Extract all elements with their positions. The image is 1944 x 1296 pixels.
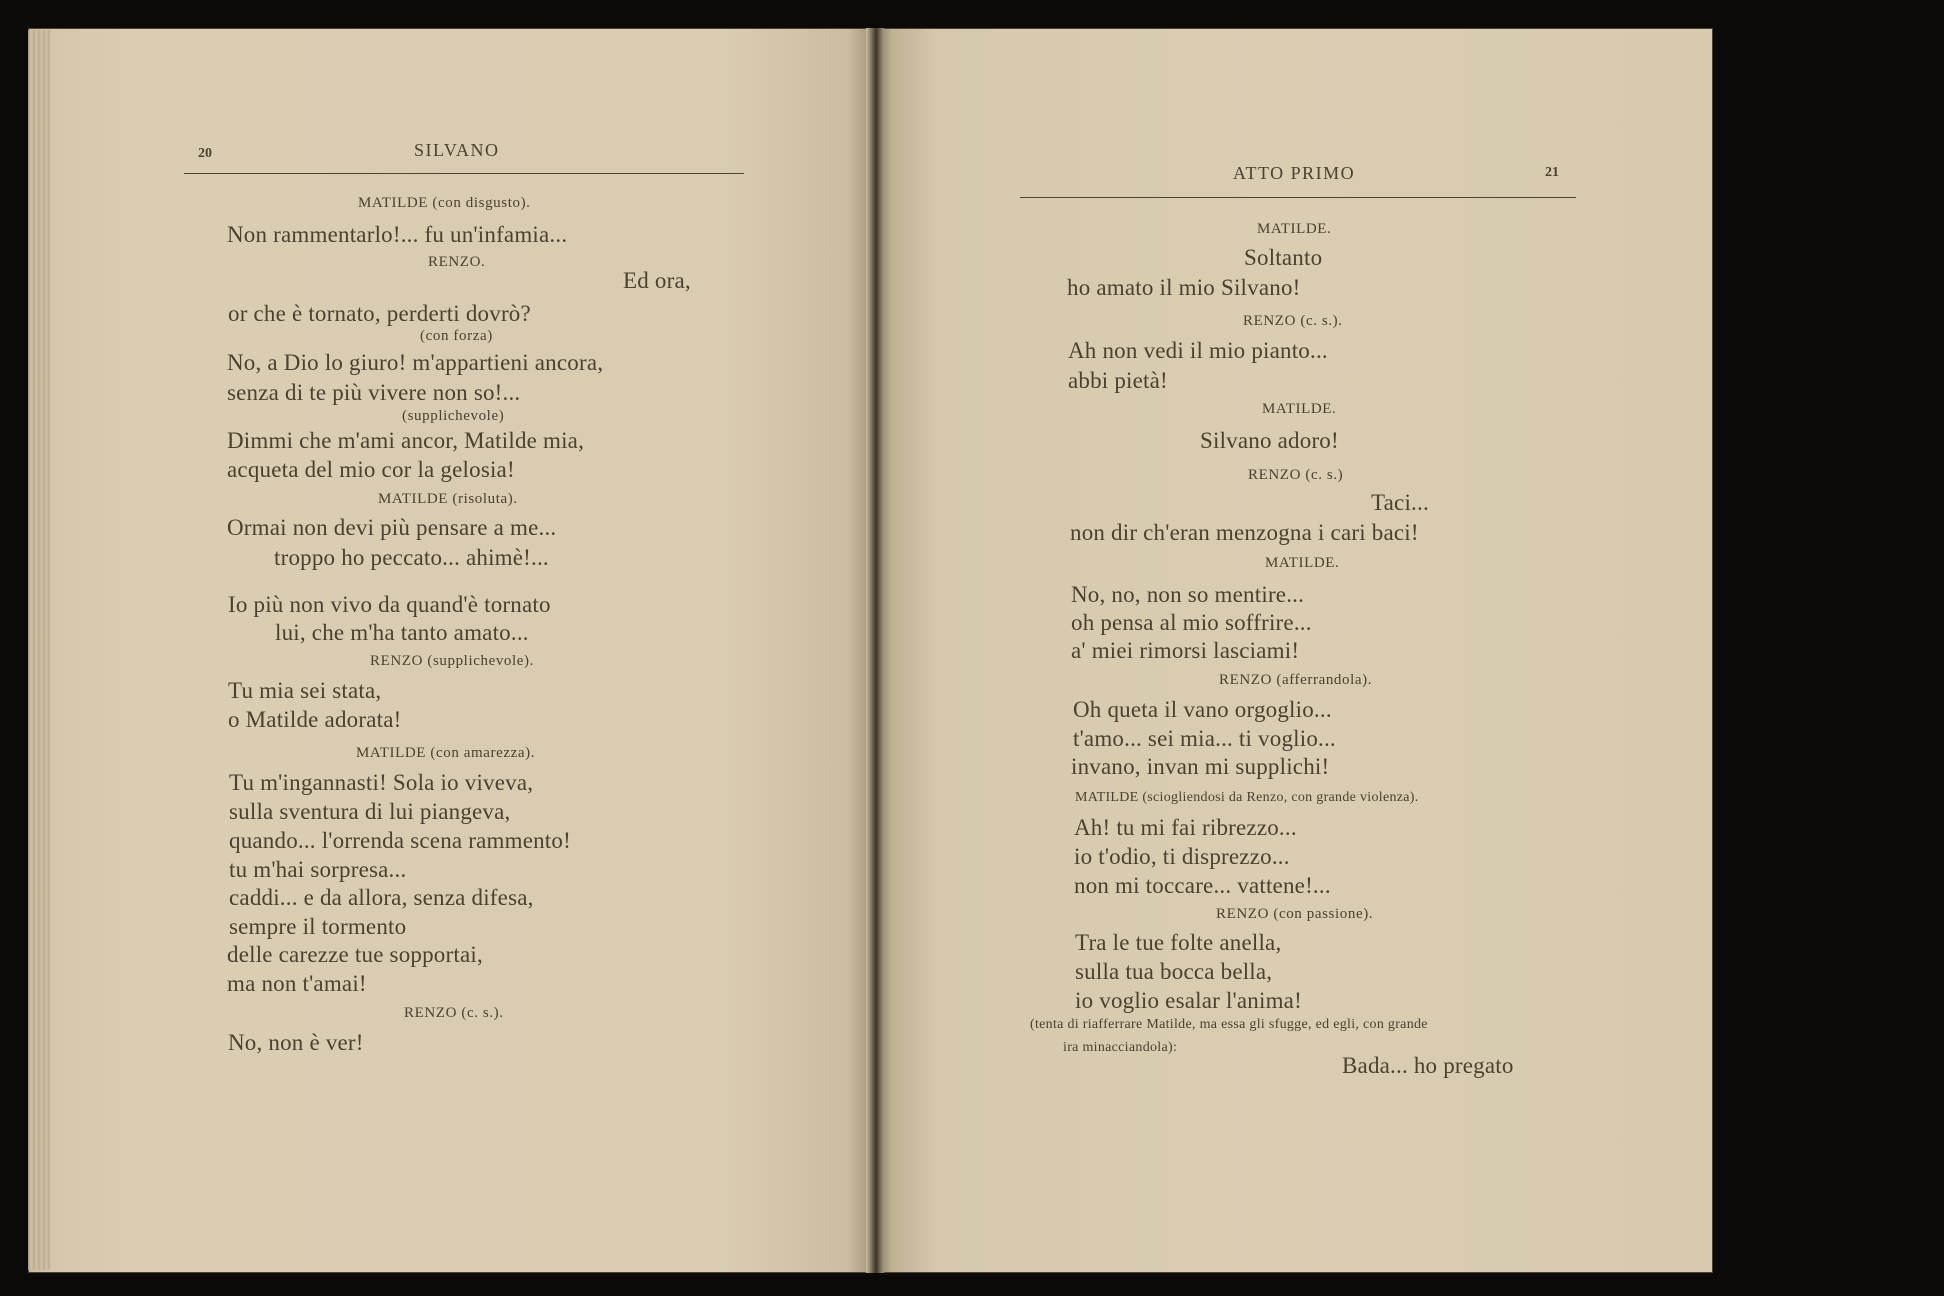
verse-line: ma non t'amai!: [227, 971, 367, 996]
verse-line: o Matilde adorata!: [228, 707, 402, 732]
header-rule: [1020, 197, 1576, 198]
verse-line: Ed ora,: [623, 268, 691, 293]
verse-line: a' miei rimorsi lasciami!: [1071, 638, 1300, 663]
verse-line: acqueta del mio cor la gelosia!: [227, 457, 515, 482]
speaker-heading: MATILDE (con disgusto).: [358, 195, 531, 211]
verse-line: Ormai non devi più pensare a me...: [227, 515, 557, 540]
running-head: ATTO PRIMO: [1233, 163, 1356, 183]
verse-line: tu m'hai sorpresa...: [229, 857, 407, 882]
verse-line: lui, che m'ha tanto amato...: [275, 620, 529, 645]
verse-line: Dimmi che m'ami ancor, Matilde mia,: [227, 428, 585, 453]
verse-line: non dir ch'eran menzogna i cari baci!: [1070, 520, 1419, 545]
verse-line: abbi pietà!: [1068, 368, 1168, 393]
stage-direction: (tenta di riafferrare Matilde, ma essa gli sfugge, ed egli, con grande: [1030, 1017, 1428, 1032]
speaker-heading: RENZO (c. s.): [1248, 467, 1344, 483]
verse-line: sempre il tormento: [229, 914, 407, 939]
speaker-heading: MATILDE.: [1262, 401, 1337, 417]
stage-direction: (con forza): [420, 328, 493, 344]
verse-line: quando... l'orrenda scena rammento!: [229, 828, 571, 853]
speaker-heading: MATILDE (sciogliendosi da Renzo, con grande violenza).: [1075, 790, 1419, 805]
verse-line: Oh queta il vano orgoglio...: [1073, 697, 1332, 722]
header-rule: [184, 173, 744, 174]
verse-line: or che è tornato, perderti dovrò?: [228, 301, 531, 326]
verse-line: io voglio esalar l'anima!: [1075, 988, 1302, 1013]
verse-line: Silvano adoro!: [1200, 428, 1339, 453]
verse-line: Ah non vedi il mio pianto...: [1068, 338, 1328, 363]
page-edges: [28, 30, 50, 1270]
verse-line: Io più non vivo da quand'è tornato: [228, 592, 551, 617]
speaker-heading: MATILDE (con amarezza).: [356, 745, 536, 761]
verse-line: sulla tua bocca bella,: [1075, 959, 1273, 984]
book-spine: [866, 28, 884, 1273]
speaker-heading: RENZO (c. s.).: [404, 1005, 504, 1021]
verse-line: oh pensa al mio soffrire...: [1071, 610, 1312, 635]
verse-line: Bada... ho pregato: [1342, 1053, 1514, 1078]
speaker-heading: RENZO.: [428, 254, 486, 270]
verse-line: Soltanto: [1244, 245, 1323, 270]
verse-line: Tu mia sei stata,: [228, 678, 382, 703]
speaker-heading: RENZO (afferrandola).: [1219, 672, 1373, 688]
speaker-heading: MATILDE.: [1265, 555, 1340, 571]
verse-line: non mi toccare... vattene!...: [1074, 873, 1331, 898]
verse-line: invano, invan mi supplichi!: [1071, 754, 1330, 779]
page-number: 21: [1545, 165, 1559, 180]
running-head: SILVANO: [414, 140, 500, 160]
verse-line: sulla sventura di lui piangeva,: [229, 799, 511, 824]
verse-line: Tu m'ingannasti! Sola io viveva,: [229, 770, 534, 795]
page-number: 20: [198, 146, 212, 161]
verse-line: caddi... e da allora, senza difesa,: [229, 885, 534, 910]
verse-line: Tra le tue folte anella,: [1075, 930, 1282, 955]
speaker-heading: RENZO (supplichevole).: [370, 653, 534, 669]
verse-line: No, a Dio lo giuro! m'appartieni ancora,: [227, 350, 604, 375]
speaker-heading: RENZO (con passione).: [1216, 906, 1374, 922]
verse-line: No, non è ver!: [228, 1030, 364, 1055]
verse-line: senza di te più vivere non so!...: [227, 380, 521, 405]
verse-line: delle carezze tue sopportai,: [227, 942, 483, 967]
verse-line: Ah! tu mi fai ribrezzo...: [1074, 815, 1297, 840]
verse-line: Non rammentarlo!... fu un'infamia...: [227, 222, 568, 247]
verse-line: t'amo... sei mia... ti voglio...: [1073, 726, 1336, 751]
verse-line: No, no, non so mentire...: [1071, 582, 1305, 607]
speaker-heading: RENZO (c. s.).: [1243, 313, 1343, 329]
verse-line: io t'odio, ti disprezzo...: [1074, 844, 1290, 869]
stage-direction: (supplichevole): [402, 408, 505, 424]
left-page: [28, 28, 876, 1273]
stage-direction: ira minacciandola):: [1063, 1040, 1178, 1055]
verse-line: ho amato il mio Silvano!: [1067, 275, 1301, 300]
speaker-heading: MATILDE.: [1257, 221, 1332, 237]
verse-line: Taci...: [1371, 490, 1429, 515]
verse-line: troppo ho peccato... ahimè!...: [274, 545, 549, 570]
speaker-heading: MATILDE (risoluta).: [378, 491, 518, 507]
